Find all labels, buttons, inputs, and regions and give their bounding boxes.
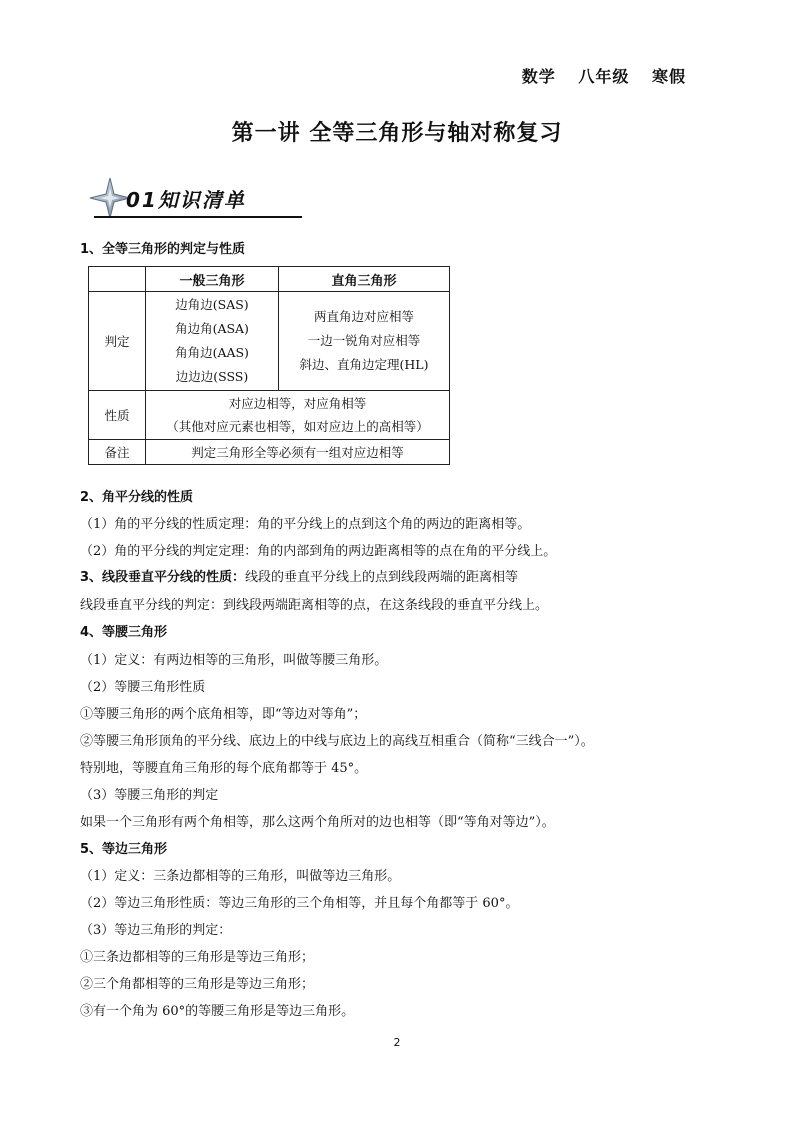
section-5-line-4: ①三条边都相等的三角形是等边三角形； bbox=[80, 950, 315, 965]
section-banner bbox=[88, 176, 302, 222]
header-subject: 数学 bbox=[521, 67, 556, 86]
table-corner-cell bbox=[89, 267, 146, 292]
judge-general-item: 边角边(SAS) bbox=[175, 297, 249, 312]
section-5-heading: 5、等边三角形 bbox=[80, 842, 168, 857]
page-number: 2 bbox=[393, 1036, 401, 1049]
section-2-line-1: （1）角的平分线的性质定理：角的平分线上的点到这个角的两边的距离相等。 bbox=[80, 517, 531, 532]
header-grade: 八年级 bbox=[578, 67, 630, 86]
header-tags bbox=[506, 64, 686, 87]
section-banner-rule bbox=[94, 216, 302, 218]
table-row-prop-label: 性质 bbox=[89, 391, 146, 440]
prop-line: 对应边相等，对应角相等 bbox=[228, 396, 367, 411]
section-2-line-2: （2）角的平分线的判定定理：角的内部到角的两边距离相等的点在角的平分线上。 bbox=[80, 544, 557, 559]
section-1-heading: 1、全等三角形的判定与性质 bbox=[80, 242, 246, 257]
judge-general-item: 角角边(AAS) bbox=[175, 345, 249, 360]
section-4-line-4: ②等腰三角形顶角的平分线、底边上的中线与底边上的高线互相重合（简称“三线合一”）。 bbox=[80, 734, 594, 749]
table-judge-right-cell bbox=[279, 292, 450, 391]
table-row-judge bbox=[89, 292, 450, 391]
page-title: 第一讲 全等三角形与轴对称复习 bbox=[231, 121, 563, 146]
judge-right-item: 一边一锐角对应相等 bbox=[307, 333, 421, 348]
section-4-line-5: 特别地，等腰直角三角形的每个底角都等于 45°。 bbox=[80, 761, 368, 776]
section-2-heading: 2、角平分线的性质 bbox=[80, 490, 194, 505]
section-4-line-7: 如果一个三角形有两个角相等，那么这两个角所对的边也相等（即“等角对等边”）。 bbox=[80, 815, 555, 830]
section-5-line-1: （1）定义：三条边都相等的三角形，叫做等边三角形。 bbox=[80, 869, 401, 884]
table-row-prop bbox=[89, 391, 450, 440]
section-5-line-2: （2）等边三角形性质：等边三角形的三个角相等，并且每个角都等于 60°。 bbox=[80, 896, 519, 911]
prop-line: （其他对应元素也相等，如对应边上的高相等） bbox=[166, 419, 429, 434]
table-prop-cell bbox=[146, 391, 450, 440]
judge-right-item: 斜边、直角边定理(HL) bbox=[299, 357, 429, 372]
section-3-line-1: 线段垂直平分线的判定：到线段两端距离相等的点，在这条线段的垂直平分线上。 bbox=[80, 598, 549, 613]
section-4-line-1: （1）定义：有两边相等的三角形，叫做等腰三角形。 bbox=[80, 653, 388, 668]
header-term: 寒假 bbox=[651, 67, 686, 86]
section-banner-label: 01知识清单 bbox=[126, 188, 246, 212]
table-header-right: 直角三角形 bbox=[279, 267, 450, 292]
table-row-note-label: 备注 bbox=[89, 440, 146, 465]
section-3-heading: 3、线段垂直平分线的性质： bbox=[80, 570, 246, 585]
table-header-general: 一般三角形 bbox=[146, 267, 279, 292]
congruence-table bbox=[88, 266, 450, 465]
table-judge-general-cell bbox=[146, 292, 279, 391]
table-note-cell: 判定三角形全等必须有一组对应边相等 bbox=[146, 440, 450, 465]
section-4-line-6: （3）等腰三角形的判定 bbox=[80, 788, 219, 803]
section-3-heading-rest: 线段的垂直平分线上的点到线段两端的距离相等 bbox=[245, 570, 519, 585]
judge-right-item: 两直角边对应相等 bbox=[313, 309, 414, 324]
section-4-heading: 4、等腰三角形 bbox=[80, 625, 168, 640]
section-5-line-3: （3）等边三角形的判定： bbox=[80, 923, 232, 938]
section-4-line-2: （2）等腰三角形性质 bbox=[80, 680, 206, 695]
section-4-line-3: ①等腰三角形的两个底角相等，即“等边对等角”； bbox=[80, 707, 367, 722]
judge-general-item: 角边角(ASA) bbox=[175, 321, 249, 336]
section-5-line-5: ②三个角都相等的三角形是等边三角形； bbox=[80, 977, 315, 992]
judge-general-item: 边边边(SSS) bbox=[175, 369, 249, 384]
section-3-heading-line bbox=[80, 566, 518, 585]
table-row-judge-label: 判定 bbox=[89, 292, 146, 391]
table-row-note bbox=[89, 440, 450, 465]
section-5-line-6: ③有一个角为 60°的等腰三角形是等边三角形。 bbox=[80, 1004, 355, 1019]
table-header-row bbox=[89, 267, 450, 292]
